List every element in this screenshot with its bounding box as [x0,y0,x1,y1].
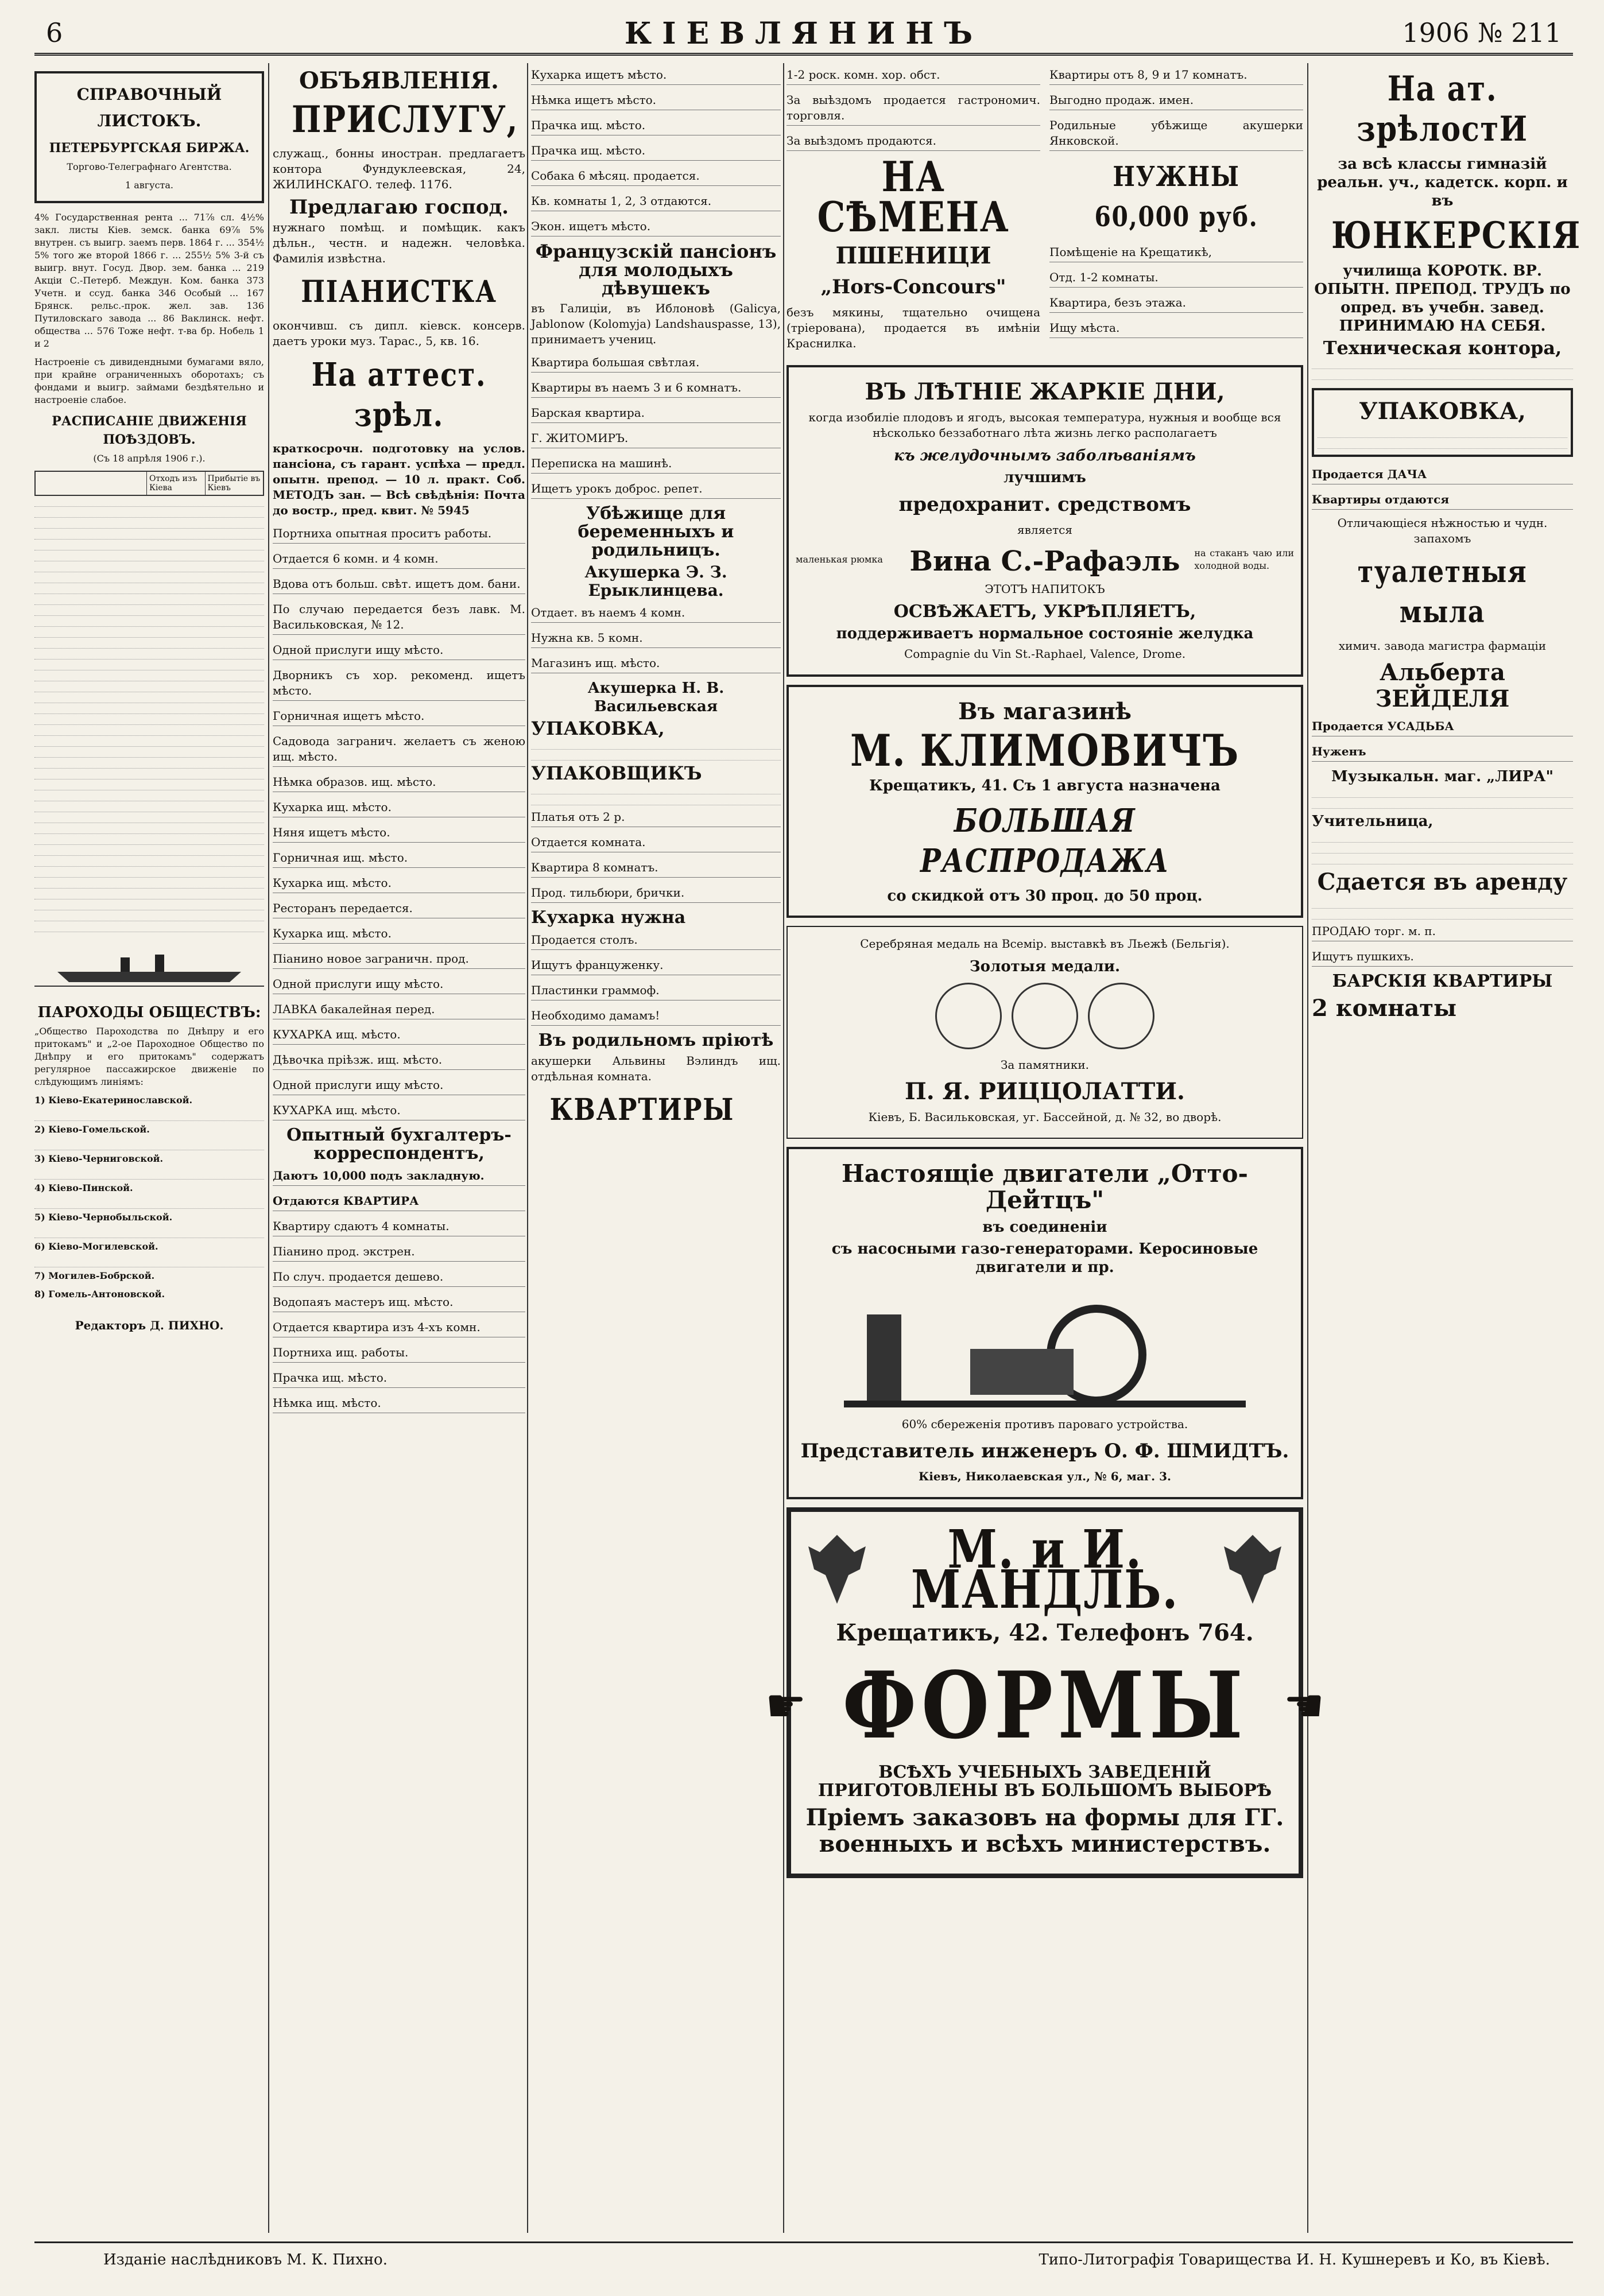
text-line [531,741,781,750]
classified-row: Портниха ищ. работы. [273,1343,525,1363]
schedule-line [34,760,264,769]
engines-headline: Настоящіе двигатели „Отто-Дейтцъ" [842,1159,1248,1214]
stomach-text: поддерживаетъ нормальное состояніе желудка [836,625,1254,642]
soap-sub: химич. завода магистра фармаціи [1338,639,1547,653]
page-footer [34,2241,1573,2278]
wine-row [796,544,1294,579]
maternity-text: акушерки Альвины Вэлиндъ ищ. отдѣльная комната. [531,1054,781,1083]
remedy-text: предохранит. средствомъ [898,493,1191,516]
medal-icon [1012,983,1078,1049]
exchange-date: 1 августа. [125,180,174,191]
schedule-line [34,880,264,889]
classified-row: Магазинъ ищ. мѣсто. [531,654,781,673]
classified-row: По случаю передается безъ лавк. М. Васильковская, № 12. [273,600,525,635]
text-line [1312,371,1573,380]
offer-text: нужнаго помѣщ. и помѣщик. какъ дѣльн., честн. и надежн. человѣка. Фамилія извѣстна. [273,220,525,265]
shop-intro: Въ магазинѣ [958,698,1132,725]
representative: Представитель инженеръ О. Ф. ШМИДТЪ. [800,1440,1289,1463]
classified-row: Нѣмка ищетъ мѣсто. [531,91,781,110]
forms-text: ВСѢХЪ УЧЕБНЫХЪ ЗАВЕДЕНІЙ ПРИГОТОВЛЕНЫ ВЪ БОЛЬШОМЪ ВЫБОРѢ [818,1762,1272,1801]
classified-row: Дворникъ съ хор. рекоменд. ищетъ мѣсто. [273,666,525,701]
schedule-line [34,847,264,856]
mandl-name: М. и И. МАНДЛЬ. [911,1518,1179,1620]
apartments-headline: КВАРТИРЫ [549,1092,735,1127]
exchange-title: ПЕТЕРБУРГСКАЯ БИРЖА. [49,141,250,156]
medal-icon [1088,983,1154,1049]
text-line [531,797,781,805]
classified-row: ПРОДАЮ торг. м. п. [1312,922,1573,941]
zeidel-name: Альберта ЗЕЙДЕЛЯ [1375,659,1510,712]
classified-row: За выѣздомъ продается гастрономич. торговля. [786,91,1040,126]
classified-row: Квартира 8 комнатъ. [531,858,781,878]
depart-col: Отходъ изъ Кіева [147,472,206,495]
classified-row: Экон. ищетъ мѣсто. [531,217,781,236]
is-text: является [1017,523,1072,537]
pension-text: въ Галиціи, въ Иблоновѣ (Galicya, Jablonow (Kolomyja) Landshauspasse, 13), принимаетъ учениц. [531,301,781,346]
schedule-line [34,596,264,605]
classified-row: Пластинки граммоф. [531,981,781,1000]
exchange-quotes: 4% Государственная рента ... 71⅞ сл. 4½% закл. листы Кіев. земск. банка 69⅞ 5% внутрен. съ выигр. заемъ перв. 1864 г. ... 354½ 5% того же второй 1866 г. ... 255½ 5% 3-й съ выигр. внут. Госуд. Двор. зем. банка ... 219 Акціи С.-Петерб. Междун. Ком. банка 373 Учетн. и ссуд. банка 346 Особый ... 167 Брянск. рельс.-прок. жел. зав. 136 Путиловскаго завода ... 86 Ваклинск. нефт. общества ... 576 Тоже нефт. т-ва бр. Нобель 1 и 2 [34,212,264,349]
schedule-line [34,924,264,932]
column-ads-2 [531,63,781,2239]
route-item: 5) Кіево-Чернобыльской. [34,1212,173,1223]
schedule-line [34,607,264,616]
schedule-line [34,498,264,507]
soap-intro: Отличающіеся нѣжностью и чудн. запахомъ [1337,516,1548,545]
text-line [1312,845,1573,854]
schedule-line [34,913,264,921]
maternity-headline: Въ родильномъ пріютѣ [538,1030,774,1050]
orders-text: Пріемъ заказовъ на формы для ГГ. военныхъ и всѣхъ министерствъ. [805,1804,1284,1857]
exam-text: училища КОРОТК. ВР. ОПЫТН. ПРЕПОД. ТРУДЪ по опред. въ учебн. завед. ПРИНИМАЮ НА СЕБЯ. [1314,262,1571,335]
packing-headline: УПАКОВКА, [531,718,665,739]
classified-row: Ищетъ урокъ доброс. репет. [531,479,781,499]
classified-row: Кухарка ищетъ мѣсто. [531,65,781,85]
schedule-line [34,749,264,758]
exchange-note: Настроеніе съ дивидендными бумагами вяло, при крайне ограниченныхъ оборотахъ; съ фондами и выигр. займами бездѣятельно и настроеніе слабое. [34,356,264,405]
classified-row: Нѣмка ищ. мѣсто. [273,1394,525,1413]
classified-row: Г. ЖИТОМИРЪ. [531,429,781,448]
classified-row: Піанино прод. экстрен. [273,1242,525,1262]
teacher-ad: Учительница, [1312,813,1433,830]
classified-row: Переписка на машинѣ. [531,454,781,474]
classified-row: Отд. 1-2 комнаты. [1049,268,1303,288]
representative-address: Кіевъ, Николаевская ул., № 6, маг. 3. [919,1469,1171,1483]
classified-row: Ищутъ француженку. [531,956,781,975]
classified-row: КУХАРКА ищ. мѣсто. [273,1101,525,1120]
classified-row: Выгодно продаж. имен. [1049,91,1303,110]
forms-headline: ФОРМЫ [842,1651,1248,1759]
column-reference [34,63,264,2239]
klimovich-name: М. КЛИМОВИЧЪ [850,725,1240,776]
mandl-header [803,1518,1287,1620]
classified-row: За выѣздомъ продаются. [786,131,1040,151]
classified-row: Прачка ищ. мѣсто. [273,1368,525,1388]
classified-row: По случ. продается дешево. [273,1267,525,1287]
reference-title: СПРАВОЧНЫЙ ЛИСТОКЪ. [76,85,222,130]
schedule-line [34,662,264,670]
timetable-line [34,1259,264,1267]
classified-row: Квартиры отдаются [1312,490,1573,510]
schedule-line [34,553,264,561]
route-col [36,472,147,495]
classified-row: Горничная ищетъ мѣсто. [273,707,525,726]
rizzolatti-text: Кіевъ, Б. Васильковская, уг. Бассейной, д. № 32, во дворѣ. [868,1110,1222,1124]
classified-row: Няня ищетъ мѣсто. [273,823,525,843]
money-headline: НУЖНЫ 60,000 руб. [1094,161,1258,233]
top-left-ads [786,63,1040,357]
tech-office: Техническая контора, [1323,337,1562,359]
sale-sub: со скидкой отъ 30 проц. до 50 проц. [887,887,1203,905]
apartment-ad: Отдаются КВАРТИРА [273,1192,525,1211]
exam-headline: На ат. зрѣлостИ [1357,69,1528,149]
wine-name: Вина С.-Рафаэль [909,545,1180,577]
schedule-line [34,727,264,736]
schedule-line [34,531,264,540]
seeds-brand: „Hors-Concours" [820,276,1006,298]
classified-row: Нѣмка образов. ищ. мѣсто. [273,773,525,792]
drinks-text: ЭТОТЪ НАПИТОКЪ [985,582,1105,596]
rizzolatti-name: П. Я. РИЦЦОЛАТТИ. [905,1078,1185,1105]
seeds-sub: ПШЕНИЦИ [835,242,991,269]
classified-row: Квартиры въ наемъ 3 и 6 комнатъ. [531,378,781,398]
classified-row: Нужна кв. 5 комн. [531,629,781,648]
column-divider [527,63,528,2233]
classified-row: Водопаяъ мастеръ ищ. мѣсто. [273,1293,525,1312]
text-line [1318,429,1567,438]
barsk-apartments: БАРСКІЯ КВАРТИРЫ [1332,971,1553,991]
music-shop: Музыкальн. маг. „ЛИРА" [1331,768,1554,785]
classified-row: Прачка ищ. мѣсто. [531,116,781,135]
classified-row: Необходимо дамамъ! [531,1006,781,1026]
schedule-line [34,716,264,725]
classified-row: 1-2 роск. комн. хор. обст. [786,65,1040,85]
text-line [1312,834,1573,843]
exam-headline: На аттест. зрѣл. [311,356,487,434]
route-item: 4) Кіево-Пинской. [34,1182,133,1193]
medal-row [795,979,1295,1055]
loan-ad: Даютъ 10,000 подъ закладную. [273,1166,525,1186]
schedule-line [34,705,264,714]
timetable-line [34,1142,264,1150]
packing-headline: УПАКОВКА, [1359,398,1526,425]
timetable-line [34,1200,264,1209]
ads-title: ОБЪЯВЛЕНІЯ. [299,67,499,94]
medal-icon [935,983,1002,1049]
schedule-line [34,640,264,649]
engines-sub: въ соединеніи [982,1219,1107,1236]
schedule-line [34,793,264,801]
classified-row: Садовода загранич. желаетъ съ женою ищ. мѣсто. [273,732,525,767]
column-divider [268,63,269,2233]
classified-row: Платья отъ 2 р. [531,808,781,827]
wine-note-left: маленькая рюмка [796,554,883,565]
classified-row: Квартиру сдаютъ 4 комнаты. [273,1217,525,1236]
gold-medals: Золотыя медали. [969,958,1121,975]
classified-row: Ресторанъ передается. [273,899,525,918]
classified-row: Отдается комната. [531,833,781,852]
classified-row: ЛАВКА бакалейная перед. [273,1000,525,1019]
classified-row: КУХАРКА ищ. мѣсто. [273,1025,525,1045]
page-number: 6 [46,17,63,48]
classified-row: Собака 6 мѣсяц. продается. [531,166,781,186]
midwife-headline: Акушерка Э. З. Ерыклинцева. [584,563,727,600]
summer-text: когда изобиліе плодовъ и ягодъ, высокая температура, нужныя и вообще вся нѣсколько беззаботнаго лѣта жизнь легко располагаетъ [808,410,1281,440]
classified-row: Ищу мѣста. [1049,319,1303,338]
classified-row: Прод. тильбюри, брички. [531,883,781,903]
schedule-lines [34,498,264,932]
classified-row: Квартиры отъ 8, 9 и 17 комнатъ. [1049,65,1303,85]
schedule-line [34,585,264,594]
pointing-hand-icon: ☚ [1283,1678,1325,1732]
text-line [1312,800,1573,809]
pianist-text: окончивш. съ дипл. кіевск. консерв. даетъ уроки муз. Тарас., 5, кв. 16. [273,319,525,348]
schedule-line [34,542,264,550]
classified-row: Квартира большая свѣтлая. [531,353,781,373]
schedule-sub: (Съ 18 апрѣля 1906 г.). [93,453,206,464]
classified-row: Барская квартира. [531,404,781,423]
seeds-text: безъ мякины, тщательно очищена (тріерована), продается въ имѣніи Краснилка. [786,305,1040,350]
two-rooms: 2 комнаты [1312,995,1457,1022]
seeds-headline: НА СѢМЕНА [817,152,1010,241]
packing-ad [1312,388,1573,457]
best-text: лучшимъ [1004,469,1086,486]
classified-row: Кухарка ищ. мѣсто. [273,798,525,817]
estate-ad: Продается УСАДЬБА [1312,717,1573,736]
rizzolatti-ad [786,926,1303,1139]
st-raphael-ad [786,365,1303,677]
classified-row: Помѣщеніе на Крещатикѣ, [1049,243,1303,262]
summer-headline: ВЪ ЛѢТНІЕ ЖАРКІЕ ДНИ, [865,378,1225,405]
reference-box [34,71,264,203]
classified-list [273,524,525,1120]
schedule-line [34,738,264,747]
klimovich-address: Крещатикъ, 41. Съ 1 августа назначена [869,777,1221,794]
exam-sub: за всѣ классы гимназій реальн. уч., кадетск. корп. и въ [1317,156,1568,210]
classified-row: Ищутъ пушкихъ. [1312,947,1573,967]
route-item: 7) Могилев-Бобрской. [34,1270,155,1281]
column-divider [783,63,784,2233]
mandl-address: Крещатикъ, 42. Телефонъ 764. [836,1619,1254,1646]
route-item: 3) Кіево-Черниговской. [34,1153,164,1164]
column-ads-3 [1312,63,1581,2239]
printer: Типо-Литографія Товарищества И. Н. Кушнеревъ и Ко, въ Кіевѣ. [1039,2251,1550,2268]
steamers-text: „Общество Пароходства по Днѣпру и его притокамъ" и „2-ое Пароходное Общество по Днѣпру и его притокамъ" содержатъ регулярное пассажирское движеніе по слѣдующимъ линіямъ: [34,1026,264,1087]
schedule-line [34,771,264,779]
publisher: Изданіе наслѣдниковъ М. К. Пихно. [103,2251,388,2268]
timetable-line [34,1112,264,1121]
exchange-sub: Торгово-Телеграфнаго Агентства. [67,161,232,172]
summer-sub: къ желудочнымъ заболѣваніямъ [894,447,1196,464]
editor-name: Редакторъ Д. ПИХНО. [75,1318,224,1332]
eagle-icon [803,1529,871,1609]
engines-save: 60% сбереженія противъ пароваго устройства. [901,1417,1188,1431]
classified-row: Одной прислуги ищу мѣсто. [273,1076,525,1095]
text-line [1312,856,1573,864]
wine-note-right: на стаканъ чаю или холодной воды. [1194,548,1294,571]
schedule-line [34,618,264,627]
classified-row: Горничная ищ. мѣсто. [273,848,525,868]
engines-text: съ насосными газо-генераторами. Керосиновые двигатели и пр. [831,1240,1258,1276]
forms-row [765,1651,1325,1760]
schedule-line [34,902,264,910]
sale-headline: БОЛЬШАЯ РАСПРОДАЖА [920,802,1169,880]
bookkeeper-headline: Опытный бухгалтеръ-корреспондентъ, [286,1125,512,1163]
midwife2-headline: Акушерка Н. В. Васильевская [587,680,724,715]
offer-headline: Предлагаю господ. [289,196,509,219]
classified-row: Отдается 6 комн. и 4 комн. [273,549,525,569]
top-rule [34,53,1573,56]
eagle-icon [1218,1529,1287,1609]
schedule-line [34,695,264,703]
text-line [1312,900,1573,909]
monuments-text: За памятники. [1000,1058,1090,1072]
classified-row: Квартира, безъ этажа. [1049,293,1303,313]
top-right-ads [1049,63,1303,357]
schedule-line [34,564,264,572]
packer-headline: УПАКОВЩИКЪ [531,762,702,784]
classified-row: Прачка ищ. мѣсто. [531,141,781,161]
mandl-ad [765,1507,1325,1878]
column-divider [1307,63,1308,2233]
classified-row: Кухарка ищ. мѣсто. [273,874,525,893]
classified-row: Отдается квартира изъ 4-хъ комн. [273,1318,525,1337]
classified-row: Одной прислуги ищу мѣсто. [273,975,525,994]
pension-headline: Французскій пансіонъ для молодыхъ дѣвушекъ [535,241,777,299]
otto-deutz-ad [786,1147,1303,1499]
schedule-line [34,509,264,518]
schedule-line [34,520,264,529]
schedule-line [34,684,264,692]
classified-row: Портниха опытная проситъ работы. [273,524,525,544]
issue-number: 1906 № 211 [1402,17,1562,48]
schedule-line [34,825,264,834]
schedule-line [34,782,264,790]
pointing-hand-icon: ☛ [765,1678,807,1732]
schedule-title: РАСПИСАНІЕ ДВИЖЕНІЯ ПОѢЗДОВЪ. [52,414,247,447]
text-line [531,786,781,794]
lease-headline: Сдается въ аренду [1317,868,1568,895]
schedule-line [34,575,264,583]
pianist-headline: ПІАНИСТКА [301,274,497,309]
top-section [786,63,1303,357]
refresh-text: ОСВѢЖАЕТЪ, УКРѢПЛЯЕТЪ, [893,602,1196,622]
classified-row: Родильные убѣжище акушерки Янковской. [1049,116,1303,151]
shelter-headline: Убѣжище для беременныхъ и родильницъ. [578,503,734,560]
schedule-line [34,815,264,823]
schedule-line [34,869,264,878]
schedule-header [34,471,264,496]
text-line [1318,440,1567,449]
schedule-line [34,651,264,660]
schedule-line [34,858,264,867]
route-item: 6) Кіево-Могилевской. [34,1241,158,1252]
masthead [34,11,1573,52]
classified-row: Піанино новое заграничн. прод. [273,949,525,969]
text-line [1312,789,1573,798]
schedule-line [34,673,264,681]
soap-headline: туалетныя мыла [1357,554,1528,630]
servants-text: служащ., бонны иностран. предлагаетъ контора Фундуклеевская, 24, ЖИЛИНСКАГО. телеф. 1176. [273,146,525,191]
classified-row: Дѣвочка пріѣзж. ищ. мѣсто. [273,1050,525,1070]
classified-row: Одной прислуги ищу мѣсто. [273,641,525,660]
text-line [1312,360,1573,369]
classified-row: Кв. комнаты 1, 2, 3 отдаются. [531,192,781,211]
classified-row: Продается столъ. [531,930,781,950]
classified-row: Кухарка ищ. мѣсто. [273,924,525,944]
exam-text: краткосрочн. подготовку на услов. пансіона, съ гарант. успѣха — предл. опытн. препод. — 10 л. практ. Соб. МЕТОДЪ зан. — Всѣ свѣдѣнія: Почта до востр., пред. квит. № 5945 [273,441,525,517]
schedule-line [34,836,264,845]
classified-row: Отдает. въ наемъ 4 комн. [531,603,781,623]
medal-text: Серебряная медаль на Всемір. выставкѣ въ Льежѣ (Бельгія). [860,937,1230,951]
engine-illustration [796,1280,1294,1412]
steamer-icon [34,940,264,992]
schedule-line [34,804,264,812]
arrive-col: Прибытіе въ Кіевъ [207,474,261,492]
junker-headline: ЮНКЕРСКІЯ [1331,214,1581,257]
route-item: 8) Гомель-Антоновской. [34,1289,165,1300]
route-item: 1) Кіево-Екатеринославской. [34,1095,193,1106]
newspaper-title: КІЕВЛЯНИНЪ [624,16,983,51]
schedule-line [34,629,264,638]
column-display-ads [765,63,1325,2239]
timetable-line [34,1230,264,1238]
column-ads-1 [273,63,525,2239]
needed-ad: Нуженъ [1312,742,1573,762]
route-item: 2) Кіево-Гомельской. [34,1124,150,1135]
servants-headline: ПРИСЛУГУ, [292,98,519,141]
text-line [531,752,781,761]
cook-headline: Кухарка нужна [531,907,686,928]
timetable-line [34,1171,264,1180]
schedule-line [34,891,264,899]
classified-row: Вдова отъ больш. свѣт. ищетъ дом. бани. [273,575,525,594]
klimovich-ad [786,685,1303,918]
route-list [34,1094,264,1301]
text-line [1312,911,1573,920]
steamers-title: ПАРОХОДЫ ОБЩЕСТВЪ: [37,1004,261,1021]
classified-row: Продается ДАЧА [1312,465,1573,484]
company-text: Compagnie du Vin St.-Raphael, Valence, Drome. [904,647,1186,661]
